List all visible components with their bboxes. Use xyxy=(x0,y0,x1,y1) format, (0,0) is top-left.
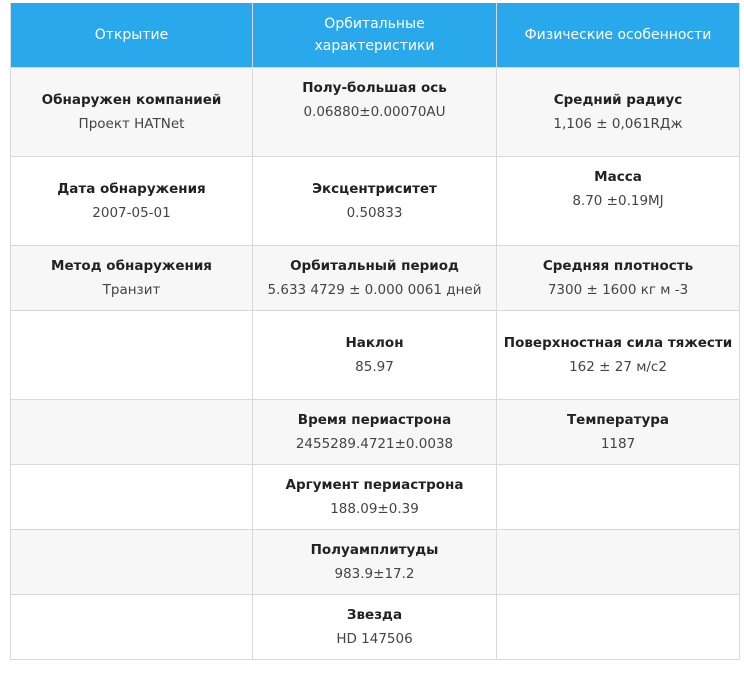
cell-value: 2007-05-01 xyxy=(92,204,171,221)
header-physical: Физические особенности xyxy=(497,3,740,67)
cell-label: Дата обнаружения xyxy=(57,180,206,197)
table-cell xyxy=(253,594,497,659)
table-cell xyxy=(11,399,253,464)
table-cell xyxy=(11,529,253,594)
table-row xyxy=(11,156,740,245)
cell-label: Средний радиус xyxy=(553,91,683,108)
cell-label: Обнаружен компанией xyxy=(41,91,222,108)
table-cell xyxy=(497,310,740,399)
cell-value: 1,106 ± 0,061RДж xyxy=(553,115,683,132)
cell-value: 0.06880±0.00070AU xyxy=(303,103,446,120)
cell-value: Проект HATNet xyxy=(78,115,185,132)
table-cell xyxy=(253,156,497,245)
planet-properties-table-wrapper xyxy=(10,3,740,660)
table-cell xyxy=(11,156,253,245)
table-cell xyxy=(11,464,253,529)
cell-label: Средняя плотность xyxy=(542,257,694,274)
table-cell xyxy=(253,529,497,594)
table-cell xyxy=(11,594,253,659)
table-cell xyxy=(497,245,740,310)
table-cell xyxy=(497,156,740,245)
cell-label: Масса xyxy=(594,168,642,185)
cell-label: Орбитальный период xyxy=(290,257,459,274)
cell-value: 85.97 xyxy=(355,358,394,375)
table-header-row xyxy=(11,3,740,67)
table-row xyxy=(11,245,740,310)
cell-label: Звезда xyxy=(346,606,403,623)
cell-label: Метод обнаружения xyxy=(51,257,212,274)
cell-value: 7300 ± 1600 кг м -3 xyxy=(547,281,689,298)
table-cell xyxy=(497,464,740,529)
cell-label: Наклон xyxy=(345,334,404,351)
cell-label: Температура xyxy=(566,411,670,428)
table-row xyxy=(11,67,740,156)
table-row xyxy=(11,529,740,594)
cell-value: Транзит xyxy=(102,281,161,298)
cell-label: Поверхностная сила тяжести xyxy=(503,334,733,351)
cell-label: Время периастрона xyxy=(297,411,452,428)
table-cell xyxy=(253,310,497,399)
cell-label: Аргумент периастрона xyxy=(285,476,464,493)
cell-value: 8.70 ±0.19MJ xyxy=(572,192,664,209)
cell-label: Полуамплитуды xyxy=(310,541,439,558)
table-row xyxy=(11,464,740,529)
table-cell xyxy=(497,529,740,594)
table-cell xyxy=(253,399,497,464)
table-cell xyxy=(253,464,497,529)
table-cell xyxy=(497,399,740,464)
table-row xyxy=(11,310,740,399)
cell-value: 0.50833 xyxy=(346,204,403,221)
cell-value: 2455289.4721±0.0038 xyxy=(295,435,454,452)
cell-label: Эксцентриситет xyxy=(312,180,437,197)
cell-value: HD 147506 xyxy=(336,630,413,647)
table-cell xyxy=(497,594,740,659)
cell-label: Полу-большая ось xyxy=(302,79,447,96)
table-cell xyxy=(11,67,253,156)
cell-value: 162 ± 27 м/с2 xyxy=(569,358,667,375)
table-row xyxy=(11,399,740,464)
cell-value: 983.9±17.2 xyxy=(334,565,415,582)
cell-value: 5.633 4729 ± 0.000 0061 дней xyxy=(267,281,482,298)
table-cell xyxy=(497,67,740,156)
table-cell xyxy=(253,245,497,310)
table-cell xyxy=(11,245,253,310)
table-row xyxy=(11,594,740,659)
cell-value: 1187 xyxy=(600,435,636,452)
table-cell xyxy=(253,67,497,156)
header-orbital: Орбитальные характеристики xyxy=(253,3,497,67)
planet-properties-table xyxy=(10,3,740,660)
cell-value: 188.09±0.39 xyxy=(330,500,419,517)
table-cell xyxy=(11,310,253,399)
header-discovery: Открытие xyxy=(11,3,253,67)
